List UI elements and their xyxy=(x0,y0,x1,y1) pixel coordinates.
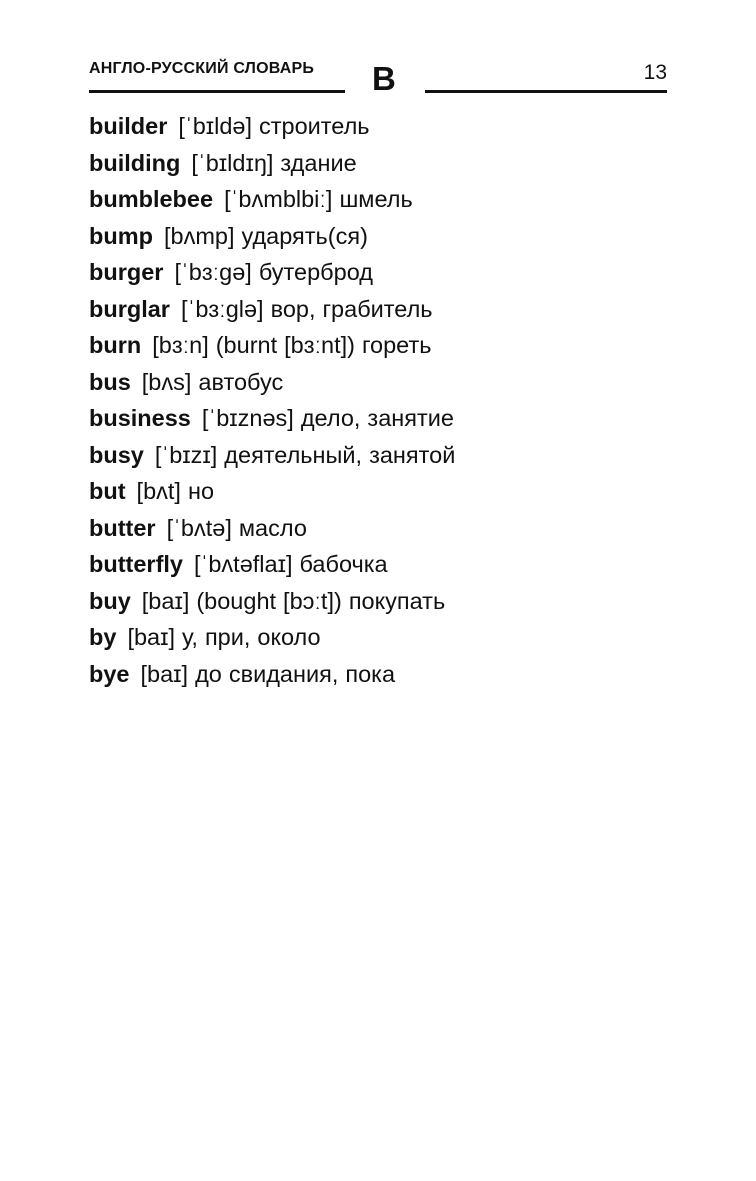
translation: покупать xyxy=(348,587,446,614)
headword: builder xyxy=(89,113,168,139)
dictionary-entry xyxy=(89,549,689,586)
transcription: [ˈbɪldə] xyxy=(178,113,253,139)
dictionary-entries xyxy=(89,111,689,695)
dictionary-entry xyxy=(89,659,689,696)
translation: гореть xyxy=(361,332,432,358)
translation: около xyxy=(257,624,321,650)
translation: при, xyxy=(204,624,251,650)
transcription: [ˈbʌtəflaɪ] xyxy=(194,551,293,577)
headword: burglar xyxy=(89,295,170,322)
dictionary-entry xyxy=(89,403,689,440)
transcription: [bʌt] xyxy=(136,478,181,504)
translation: масло xyxy=(238,514,307,541)
dictionary-entry xyxy=(89,330,689,367)
headword: bus xyxy=(89,368,131,395)
transcription: [ˈbʌmblbiː] xyxy=(224,186,333,212)
dictionary-entry xyxy=(89,622,689,659)
header-rule-left xyxy=(89,90,345,93)
translation: автобус xyxy=(198,368,284,395)
dictionary-entry xyxy=(89,440,689,477)
translation: пока xyxy=(345,660,396,687)
headword: butterfly xyxy=(89,551,183,577)
dictionary-entry xyxy=(89,586,689,623)
transcription: [baɪ] xyxy=(140,660,189,687)
page-header xyxy=(0,0,756,110)
translation: грабитель xyxy=(322,295,433,322)
translation: строитель xyxy=(259,113,370,139)
headword: burn xyxy=(89,332,142,358)
headword: burger xyxy=(89,259,164,285)
translation: ударять(ся) xyxy=(241,222,368,249)
translation: дело, xyxy=(300,405,361,431)
dictionary-entry xyxy=(89,111,689,148)
translation: до xyxy=(195,660,222,687)
translation: деятельный, xyxy=(224,441,363,468)
headword: building xyxy=(89,149,181,176)
headword: bye xyxy=(89,660,130,687)
translation: но xyxy=(187,478,215,504)
translation: у, xyxy=(182,624,198,650)
transcription: [bɜːn] xyxy=(152,332,209,358)
dictionary-entry xyxy=(89,476,689,513)
header-rule-right xyxy=(425,90,667,93)
dictionary-entry xyxy=(89,513,689,550)
translation: шмель xyxy=(339,186,413,212)
translation: занятие xyxy=(367,405,454,431)
translation: бабочка xyxy=(299,551,388,577)
transcription: [ˈbɪznəs] xyxy=(201,405,294,431)
past-form: (burnt xyxy=(215,332,278,358)
headword: but xyxy=(89,478,126,504)
dictionary-entry xyxy=(89,367,689,404)
transcription: [ˈbɪldɪŋ] xyxy=(191,149,274,176)
headword: buy xyxy=(89,587,131,614)
dictionary-entry xyxy=(89,221,689,258)
past-form: (bought xyxy=(196,587,277,614)
transcription: [baɪ] xyxy=(141,587,190,614)
dictionary-entry xyxy=(89,257,689,294)
transcription: [ˈbʌtə] xyxy=(166,514,232,541)
translation: бутерброд xyxy=(258,259,373,285)
translation: занятой xyxy=(369,441,456,468)
dictionary-entry xyxy=(89,294,689,331)
headword: butter xyxy=(89,514,156,541)
transcription: [baɪ] xyxy=(127,624,175,650)
translation: свидания, xyxy=(228,660,339,687)
transcription: [ˈbɜːglə] xyxy=(180,295,264,322)
headword: business xyxy=(89,405,191,431)
past-form-transcription: [bɔːt]) xyxy=(283,587,342,614)
headword: by xyxy=(89,624,117,650)
past-form-transcription: [bɜːnt]) xyxy=(284,332,355,358)
transcription: [bʌmp] xyxy=(163,222,235,249)
translation: вор, xyxy=(270,295,316,322)
section-letter: B xyxy=(372,60,396,97)
dictionary-entry xyxy=(89,148,689,185)
headword: bump xyxy=(89,222,153,249)
running-head: АНГЛО-РУССКИЙ СЛОВАРЬ xyxy=(89,60,315,77)
transcription: [bʌs] xyxy=(141,368,192,395)
transcription: [ˈbɪzɪ] xyxy=(154,441,218,468)
headword: bumblebee xyxy=(89,186,214,212)
transcription: [ˈbɜːgə] xyxy=(174,259,252,285)
dictionary-entry xyxy=(89,184,689,221)
translation: здание xyxy=(280,149,357,176)
headword: busy xyxy=(89,441,144,468)
page-number: 13 xyxy=(643,61,667,84)
